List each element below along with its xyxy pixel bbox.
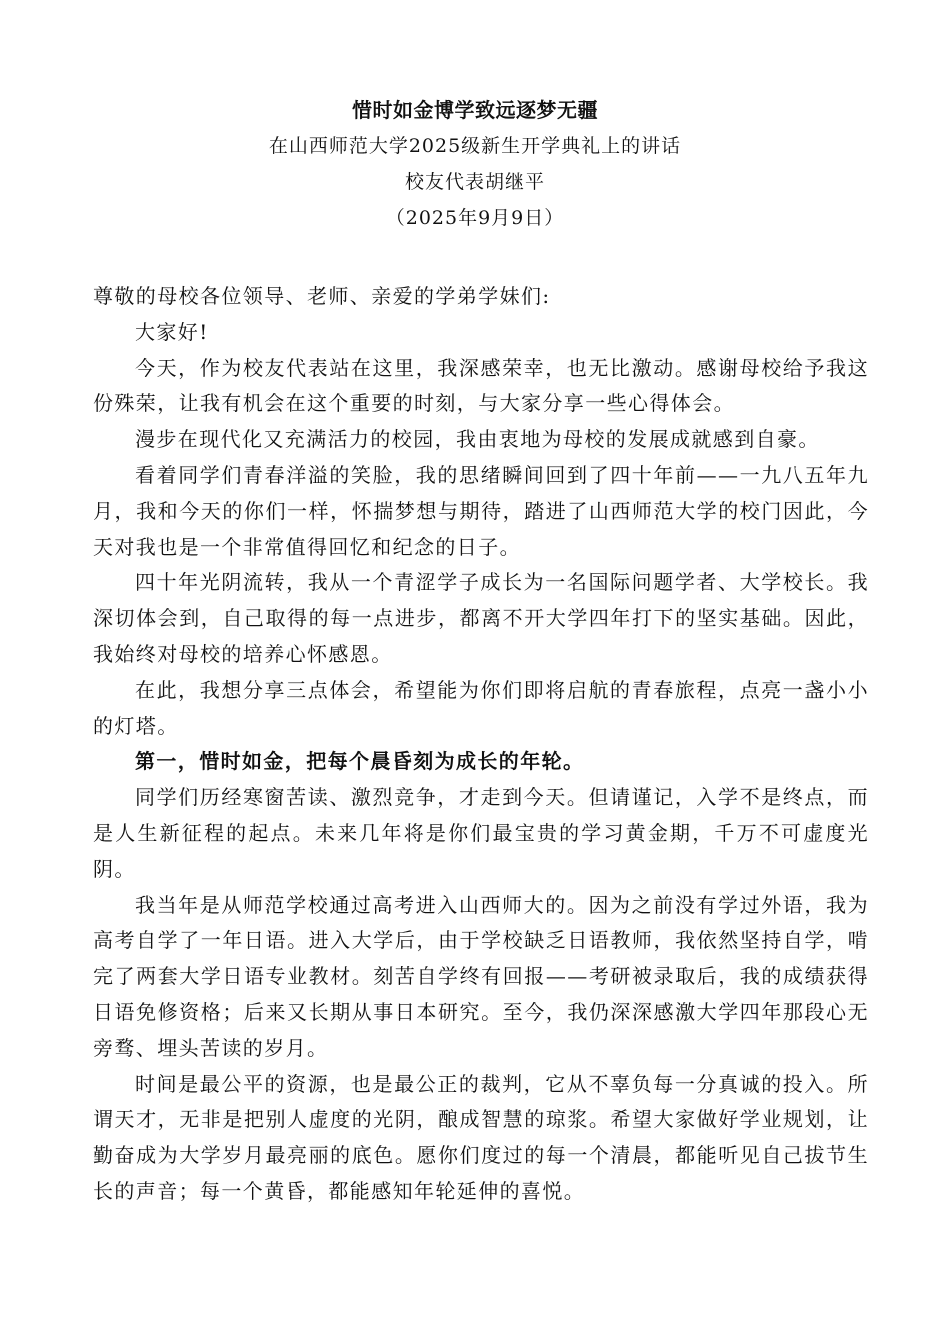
speech-body: [93, 279, 869, 1210]
paragraph-japanese-study: 我当年是从师范学校通过高考进入山西师大的。因为之前没有学过外语，我为高考自学了一年日语。进入大学后，由于学校缺乏日语教师，我依然坚持自学，啃完了两套大学日语专业教材。刻苦自学终有回报——考研被录取后，我的成绩获得日语免修资格；后来又长期从事日本研究。至今，我仍深深感激大学四年那段心无旁骛、埋头苦读的岁月。: [93, 892, 869, 1060]
paragraph-honor: 今天，作为校友代表站在这里，我深感荣幸，也无比激动。感谢母校给予我这份殊荣，让我有机会在这个重要的时刻，与大家分享一些心得体会。: [93, 355, 869, 416]
section-heading-first: 第一，惜时如金，把每个晨昏刻为成长的年轮。: [135, 749, 585, 774]
paragraph-greeting: 大家好!: [135, 319, 209, 344]
speech-date: （2025年9月9日）: [385, 207, 565, 229]
paragraph-memory: 看着同学们青春洋溢的笑脸，我的思绪瞬间回到了四十年前——一九八五年九月，我和今天的你们一样，怀揣梦想与期待，踏进了山西师范大学的校门因此，今天对我也是一个非常值得回忆和纪念的日子。: [93, 462, 869, 559]
document-header: [0, 92, 950, 236]
paragraph-starting-point: 同学们历经寒窗苦读、激烈竞争，才走到今天。但请谨记，入学不是终点，而是人生新征程的起点。未来几年将是你们最宝贵的学习黄金期，千万不可虚度光阴。: [93, 785, 869, 881]
paragraph-three-points: 在此，我想分享三点体会，希望能为你们即将启航的青春旅程，点亮一盏小小的灯塔。: [93, 677, 869, 738]
speaker-line: 校友代表胡继平: [404, 171, 545, 193]
salutation: 尊敬的母校各位领导、老师、亲爱的学弟学妹们:: [93, 284, 551, 308]
paragraph-time-resource: 时间是最公平的资源，也是最公正的裁判，它从不辜负每一分真诚的投入。所谓天才，无非是把别人虚度的光阴，酿成智慧的琼浆。希望大家做好学业规划，让勤奋成为大学岁月最亮丽的底色。愿你们度过的每一个清晨，都能听见自己拔节生长的声音；每一个黄昏，都能感知年轮延伸的喜悦。: [93, 1071, 869, 1203]
paragraph-campus: 漫步在现代化又充满活力的校园，我由衷地为母校的发展成就感到自豪。: [135, 427, 820, 452]
paragraph-growth: 四十年光阴流转，我从一个青涩学子成长为一名国际问题学者、大学校长。我深切体会到，自己取得的每一点进步，都离不开大学四年打下的坚实基础。因此，我始终对母校的培养心怀感恩。: [93, 570, 869, 666]
speech-occasion: 在山西师范大学2025级新生开学典礼上的讲话: [268, 135, 682, 157]
speech-title: 惜时如金博学致远逐梦无疆: [352, 98, 598, 122]
